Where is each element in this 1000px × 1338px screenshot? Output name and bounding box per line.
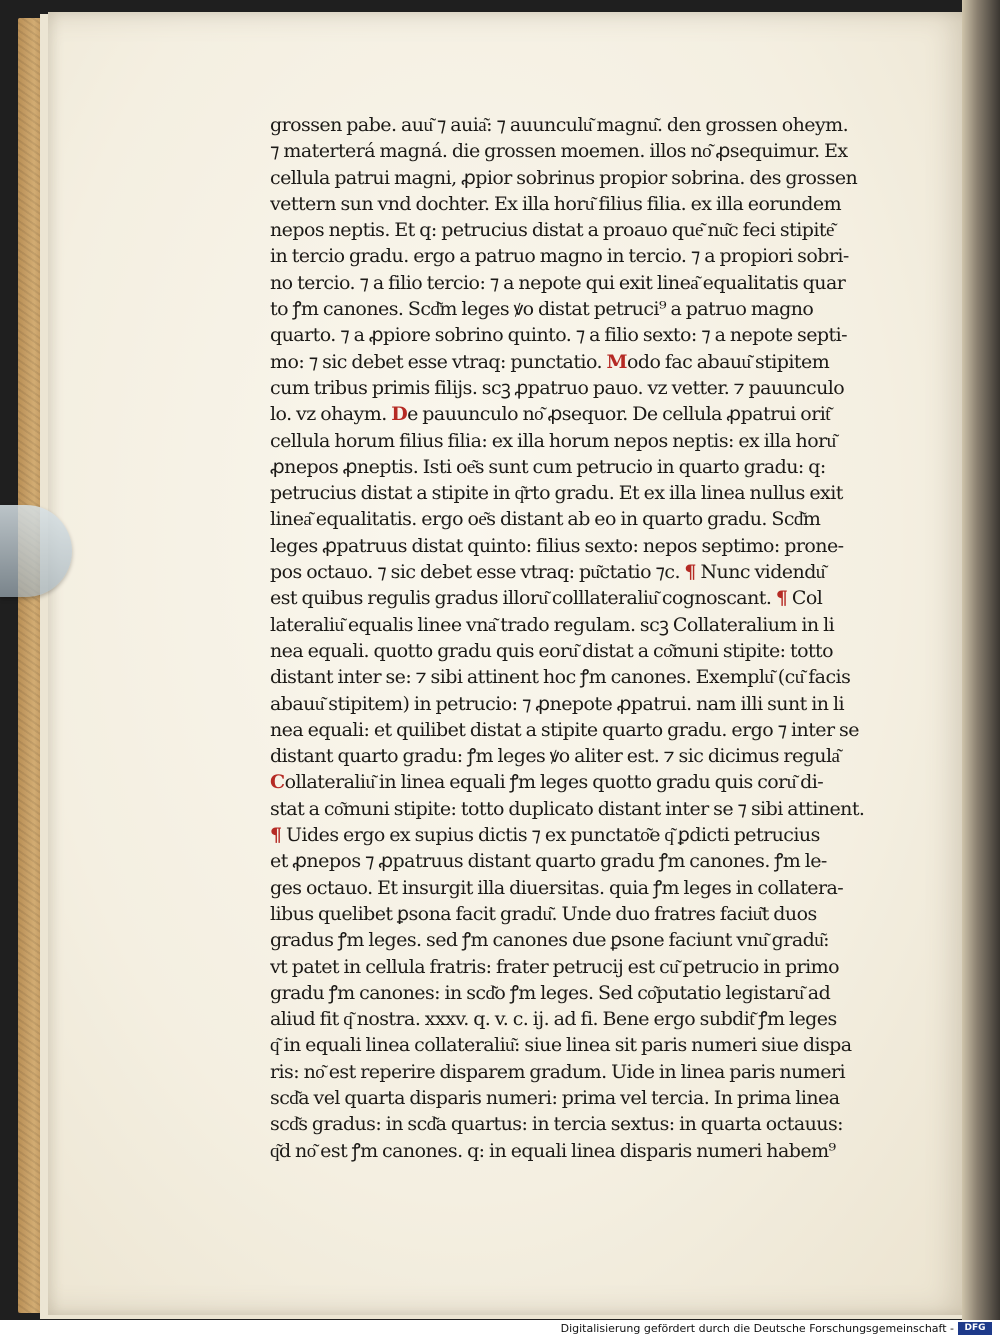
line-text: cum tribus primis filijs. scꝫ ꝓpatruo pauo. vz vetter. ⁊ pauunculo [270,376,845,399]
digitization-credit: Digitalisierung gefördert durch die Deutsche Forschungsgemeinschaft - [560,1322,954,1335]
text-line [270,243,906,269]
line-text: petrucius distat a stipite in q͂rto gradu. [270,482,619,505]
text-line [270,848,906,874]
line-text: vt patet in cellula fratris: frater petrucij est cu͂ petrucio in primo [270,955,839,978]
text-line [270,585,906,611]
text-line [270,638,906,664]
line-text: Et q: petrucius distat a proauo que͂ nu͂c feci stipite͂ [394,219,834,242]
text-line [270,191,906,217]
text-line [270,1085,906,1111]
line-text: nea equali: et quilibet distat a stipite quarto gradu. ergo ⁊ inter se [270,718,859,741]
line-text: gradu ꝭm canones: in scd͂o ꝭm leges. [270,981,598,1004]
rubricated-initial: ¶ [775,587,788,610]
line-text: nepos neptis. [270,219,395,242]
line-text: odo fac abauu͂ stipitem [626,350,830,373]
line-text: ⁊ materterá magná. die grossen moemen. illos no͂ ꝓsequimur. [270,140,825,163]
line-text: libus quelibet ꝑsona facit gradu͂. [270,902,562,925]
line-text: nea equali. quotto gradu quis eoru͂ distat a co͂muni stipite: totto [270,639,834,662]
line-text: cellula horum filius filia: ex illa horum nepos neptis: ex illa horu͂ [270,429,836,452]
text-line [270,1111,906,1137]
rubricated-initial: M [606,350,627,373]
line-text: distant inter se: ⁊ sibi attinent hoc ꝭm canones. [270,666,696,689]
line-text: In prima linea [713,1086,840,1109]
text-line [270,506,906,532]
line-text: Bene ergo subdit͂ ꝭm leges [602,1008,837,1031]
line-text: Ex illa horu͂ filius filia. ex illa eorundem [493,192,842,215]
line-text: ris: no͂ est reperire disparem gradum. [270,1060,612,1083]
text-line [270,270,906,296]
line-text: Sed co͂putatio legistaru͂ ad [597,981,831,1004]
line-text: grossen pabe. auu͂ ⁊ auia͂: ⁊ auunculu͂ magnu͂. den grossen oheym. [270,114,849,136]
line-text: vettern sun vnd dochter. [270,192,494,215]
line-text: lateraliu͂ equalis linee vna͂ trado regulam. scꝫ Collateralium in li [270,613,835,636]
line-text: lo. vz ohaym. [270,403,392,426]
line-text: Et insurgit illa diuersitas. quia ꝭm leges in collatera- [377,876,844,899]
text-line [270,1059,906,1085]
text-line [270,875,906,901]
line-text: to ꝭm canones. [270,298,408,321]
line-text: e pauunculo no͂ ꝓsequor. De cellula ꝓpatrui orit͂ [407,403,830,426]
line-text: est quibus regulis gradus illoru͂ colllateraliu͂ cognoscant. [270,587,776,610]
rubricated-initial: C [270,771,285,794]
text-line [270,822,906,848]
text-line [270,717,906,743]
line-text: gradus ꝭm leges. sed ꝭm canones due ꝑsone faciunt vnu͂ gradu͂: [270,929,830,952]
text-line [270,375,906,401]
line-text: Isti oe͂s sunt cum petrucio in quarto gradu: q: [422,455,826,478]
text-line [270,691,906,717]
line-text: cellula patrui magni, ꝓpior sobrinus propior sobrina. des grossen [270,166,858,189]
rubricated-initial: ¶ [270,824,282,847]
line-text: q͂d no͂ est ꝭm canones. q: in equali linea disparis numeri habem⁹ [270,1139,836,1162]
text-line [270,1006,906,1032]
text-line [270,533,906,559]
line-text: ges octauo. [270,876,378,899]
rubricated-initial: ¶ [684,561,696,584]
text-line [270,954,906,980]
text-line [270,927,906,953]
line-text: in tercio gradu. ergo a patruo magno in tercio. ⁊ a propiori sobri- [270,245,849,268]
line-text: Unde duo fratres faciu͂t duos [561,902,817,925]
line-text: Uide in linea paris numeri [611,1060,846,1083]
line-text: linea͂ equalitatis. ergo oe͂s distant ab eo in quarto gradu. [270,508,772,531]
text-line [270,428,906,454]
text-line [270,1138,906,1164]
text-line [270,138,906,164]
line-text: Uides ergo ex supius dictis ⁊ ex punctato͂e q͂ ꝑdicti petrucius [281,824,820,847]
text-line [270,664,906,690]
line-text: no tercio. ⁊ a filio tercio: ⁊ a nepote qui exit linea͂ equalitatis quar [270,271,846,294]
line-text: Exemplu͂ (cu͂ facis [695,666,851,689]
line-text: ꝓnepos ꝓneptis. [270,455,423,478]
line-text: scd͂s gradus: in scd͂a quartus: in tercia sextus: in quarta octauus: [270,1113,844,1136]
line-text: ollateraliu͂ in linea equali ꝭm leges quotto gradu quis coru͂ di- [284,771,824,794]
text-line [270,901,906,927]
line-text: mo: ⁊ sic debet esse vtraq: punctatio. [270,350,607,373]
text-line [270,796,906,822]
line-text: Col [787,587,823,610]
line-text: abauu͂ stipitem) in petrucio: ⁊ ꝓnepote ꝓpatrui. nam illi sunt in li [270,692,844,715]
text-line [270,769,906,795]
text-line [270,743,906,769]
line-text: et ꝓnepos ⁊ ꝓpatruus distant quarto gradu ꝭm canones. ꝭm le- [270,850,827,873]
line-text: stat a co͂muni stipite: totto duplicato distant inter se ⁊ sibi attinent. [270,797,865,820]
line-text: distant quarto gradu: ꝭm leges ꝟo aliter est. ⁊ sic dicimus regula͂ [270,745,840,768]
dfg-logo: DFG [958,1322,992,1335]
printed-text-block [270,112,906,1164]
line-text: scd͂a vel quarta disparis numeri: prima vel tercia. [270,1086,714,1109]
line-text: Scd͂m leges ꝟo distat petruci⁹ a patruo magno [407,298,814,321]
text-line [270,1032,906,1058]
text-line [270,296,906,322]
line-text: aliud fit q͂ nostra. xxxv. q. v. c. ij. ad fi. [270,1008,603,1031]
text-line [270,480,906,506]
text-line [270,349,906,375]
line-text: pos octauo. ⁊ sic debet esse vtraq: pu͂ctatio ⁊c. [270,561,685,584]
text-line [270,559,906,585]
text-line [270,401,906,427]
line-text: q͂ in equali linea collateraliu͂: siue linea sit paris numeri siue dispa [270,1034,852,1057]
rubricated-initial: D [391,403,408,426]
text-line [270,322,906,348]
text-line [270,980,906,1006]
text-line [270,112,906,138]
line-text: Et ex illa linea nullus exit [618,482,843,505]
line-text: Nunc videndu͂ [695,561,825,584]
text-line [270,454,906,480]
text-line [270,165,906,191]
line-text: Ex [824,140,848,163]
book-gutter [962,0,1000,1320]
text-line [270,612,906,638]
line-text: Scd͂m [771,508,821,531]
line-text: quarto. ⁊ a ꝓpiore sobrino quinto. ⁊ a filio sexto: ⁊ a nepote septi- [270,324,848,347]
line-text: leges ꝓpatruus distat quinto: filius sexto: nepos septimo: prone- [270,534,844,557]
text-line [270,217,906,243]
